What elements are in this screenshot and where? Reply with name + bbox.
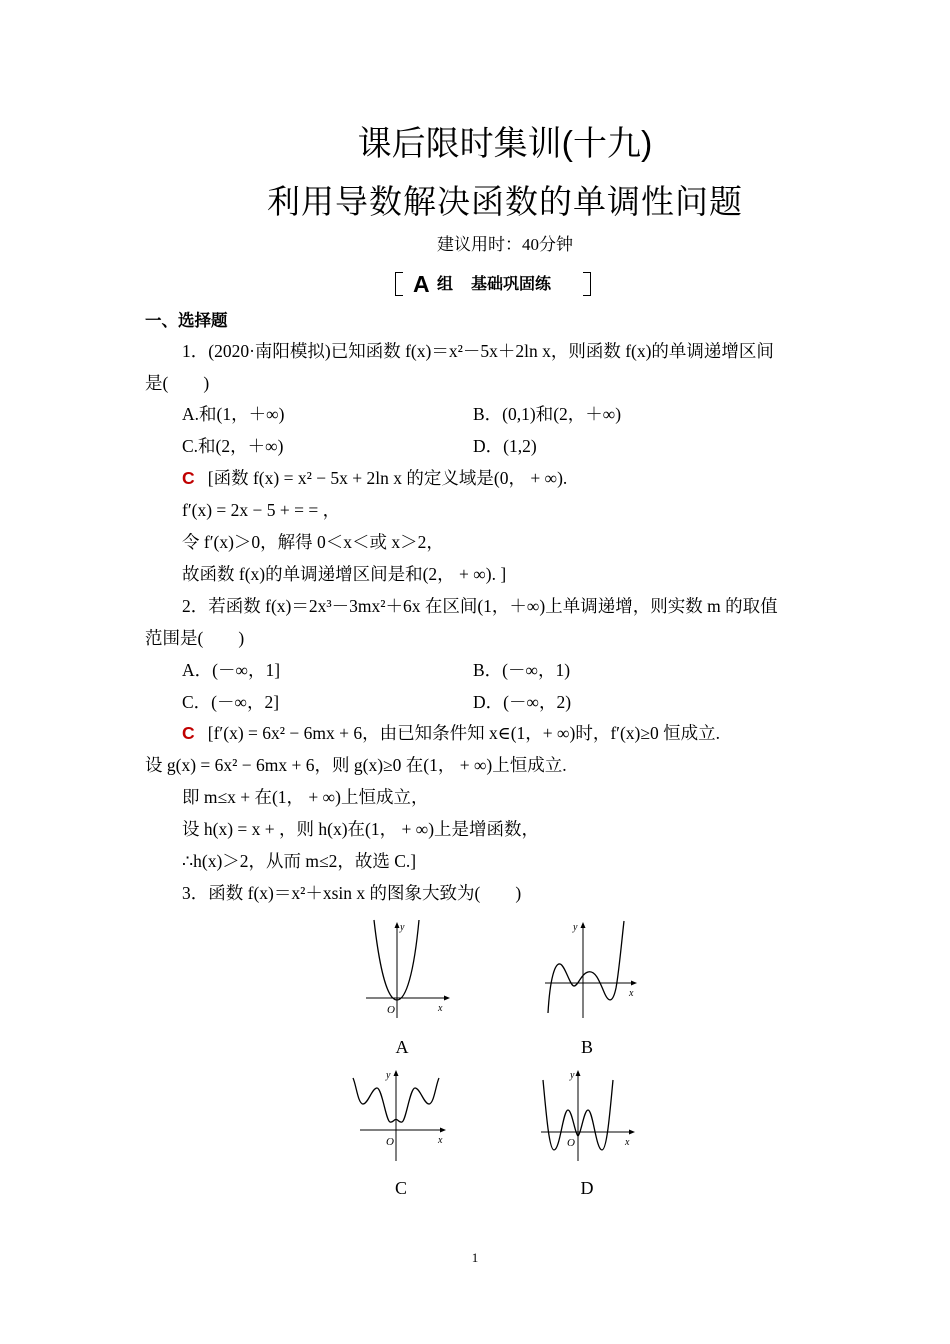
graph-c-label: C bbox=[394, 1178, 407, 1198]
q1-option-b: B．(0,1)和(2，＋∞) bbox=[473, 404, 622, 424]
section-heading: 一、选择题 bbox=[145, 312, 228, 330]
graph-a-x-label: x bbox=[438, 1003, 443, 1014]
group-name: 基础巩固练 bbox=[471, 276, 552, 293]
graph-b bbox=[543, 918, 643, 1023]
q1-solution-line4: 故函数 f(x)的单调递增区间是和(2， + ∞). ] bbox=[182, 564, 507, 584]
q1-stem-line2: 是( ) bbox=[145, 373, 210, 393]
graph-a-label: A bbox=[395, 1037, 409, 1057]
graph-a-origin: O bbox=[387, 1004, 395, 1016]
q2-option-a: A．(－∞，1] bbox=[182, 660, 281, 680]
q1-option-d: D．(1,2) bbox=[473, 436, 537, 456]
graph-c-y-label: y bbox=[386, 1070, 391, 1081]
q2-stem-line2: 范围是( ) bbox=[145, 628, 245, 648]
q2-solution-line1 bbox=[182, 722, 720, 744]
q2-answer: C bbox=[182, 723, 195, 743]
graph-d-y-label: y bbox=[570, 1070, 575, 1081]
q1-answer: C bbox=[182, 468, 195, 488]
q2-option-b: B．(－∞，1) bbox=[473, 660, 571, 680]
q2-solution-line2: 设 g(x) = 6x² − 6mx + 6，则 g(x)≥0 在(1， + ∞)上恒成立. bbox=[145, 755, 567, 775]
graph-c bbox=[350, 1066, 450, 1166]
page-number: 1 bbox=[471, 1250, 479, 1265]
page-title: 课后限时集训(十九) bbox=[357, 125, 653, 163]
q2-option-d: D．(－∞，2) bbox=[473, 692, 572, 712]
graph-a bbox=[360, 918, 455, 1023]
q1-option-c: C.和(2，＋∞) bbox=[182, 436, 284, 456]
q2-stem-line1: 2．若函数 f(x)＝2x³－3mx²＋6x 在区间(1，＋∞)上单调递增，则实数 m 的取值 bbox=[182, 596, 778, 616]
group-suffix: 组 bbox=[437, 276, 454, 293]
q1-stem-line1: 1．(2020·南阳模拟)已知函数 f(x)＝x²－5x＋2ln x，则函数 f(x)的单调递增区间 bbox=[182, 341, 774, 361]
suggested-time: 建议用时：40分钟 bbox=[437, 235, 573, 254]
q1-option-a: A.和(1，＋∞) bbox=[182, 404, 285, 424]
graph-b-label: B bbox=[580, 1037, 593, 1057]
group-letter: A bbox=[413, 271, 430, 297]
graph-b-y-label: y bbox=[573, 922, 578, 933]
q2-solution-line3: 即 m≤x + 在(1， + ∞)上恒成立， bbox=[182, 787, 429, 807]
graph-d-label: D bbox=[580, 1178, 594, 1198]
q2-solution-line4: 设 h(x) = x + ，则 h(x)在(1， + ∞)上是增函数， bbox=[182, 819, 540, 839]
q1-solution-line2: f′(x) = 2x − 5 + = = ， bbox=[182, 500, 341, 520]
q3-stem: 3．函数 f(x)＝x²＋xsin x 的图象大致为( ) bbox=[182, 883, 522, 903]
graph-b-x-label: x bbox=[629, 988, 634, 999]
graph-c-x-label: x bbox=[438, 1135, 443, 1146]
page-subtitle: 利用导数解决函数的单调性问题 bbox=[267, 182, 743, 221]
q2-solution-text1: [f′(x) = 6x² − 6mx + 6，由已知条件知 x∈(1，+ ∞)时，f′(x)≥0 恒成立. bbox=[207, 723, 720, 743]
q1-solution-line3: 令 f′(x)＞0，解得 0＜x＜或 x＞2， bbox=[182, 532, 444, 552]
graph-d bbox=[537, 1066, 642, 1166]
left-bracket bbox=[395, 272, 403, 296]
graph-c-origin: O bbox=[386, 1136, 394, 1148]
q2-option-c: C．(－∞，2] bbox=[182, 692, 280, 712]
q1-solution-line1 bbox=[182, 467, 567, 489]
graph-a-y-label: y bbox=[400, 922, 405, 933]
q2-solution-line5: ∴h(x)＞2，从而 m≤2，故选 C.] bbox=[182, 851, 417, 871]
graph-d-origin: O bbox=[567, 1137, 575, 1149]
group-heading bbox=[395, 270, 591, 300]
q1-solution-text1: [函数 f(x) = x² − 5x + 2ln x 的定义域是(0， + ∞). bbox=[207, 468, 568, 488]
right-bracket bbox=[583, 272, 591, 296]
graph-d-x-label: x bbox=[625, 1137, 630, 1148]
